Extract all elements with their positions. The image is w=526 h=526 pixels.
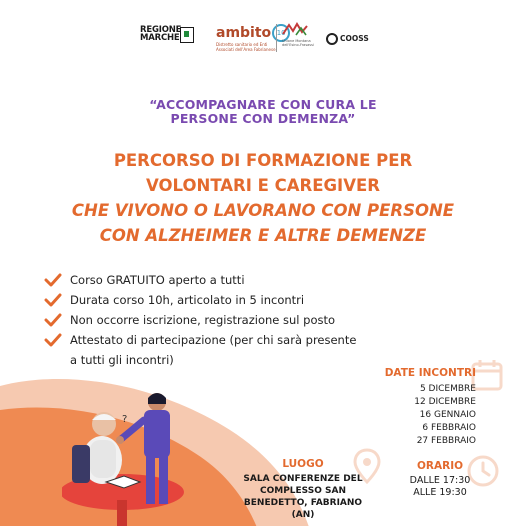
checklist-item-text: Durata corso 10h, articolato in 5 incontri	[70, 293, 305, 307]
svg-text:?: ?	[122, 414, 128, 425]
course-subtitle	[0, 198, 526, 248]
schedule-times	[400, 475, 480, 499]
checklist-item	[44, 330, 404, 350]
checklist-item-text: Non occorre iscrizione, registrazione sul posto	[70, 313, 336, 327]
date-item: 6 FEBBRAIO	[422, 423, 476, 433]
cooss-logo	[326, 28, 369, 47]
unione-montana-mark-icon	[282, 22, 324, 39]
ambito-logo-number: 10	[272, 24, 290, 42]
regione-marche-logo	[140, 26, 181, 42]
date-item: 16 GENNAIO	[419, 410, 476, 420]
feature-checklist	[44, 270, 404, 370]
checklist-item	[44, 290, 404, 310]
schedule-start: DALLE 17:30	[409, 475, 471, 486]
location-section	[240, 458, 366, 521]
caregiver-illustration	[62, 390, 212, 526]
location-line-2: COMPLESSO SAN	[259, 486, 346, 496]
ambito-logo-name: ambito	[216, 25, 272, 41]
location-title: LUOGO	[282, 458, 324, 470]
dates-section	[336, 366, 476, 448]
logo-divider	[276, 24, 277, 52]
quote-line-2: PERSONE CON DEMENZA”	[170, 111, 356, 126]
date-item: 12 DICEMBRE	[414, 397, 476, 407]
cooss-ring-icon	[326, 33, 338, 45]
unione-montana-mark-icon-svg	[282, 22, 308, 36]
check-icon	[44, 333, 62, 347]
unione-montana-subtitle: Unione Montana dell'Esino-Frasassi	[282, 39, 314, 47]
course-title-line-1: PERCORSO DI FORMAZIONE PER	[113, 151, 413, 170]
ambito-logo	[216, 22, 290, 52]
course-subtitle-line-1: CHE VIVONO O LAVORANO CON PERSONE	[71, 201, 455, 220]
partner-logos	[0, 20, 526, 56]
schedule-title: ORARIO	[416, 460, 464, 472]
dates-title: DATE INCONTRI	[384, 367, 476, 379]
location-line-3: BENEDETTO, FABRIANO (AN)	[243, 498, 363, 520]
course-title-line-2: VOLONTARI E CAREGIVER	[146, 176, 380, 195]
regione-logo-line2: MARCHE	[140, 33, 180, 43]
quote-heading	[0, 98, 526, 126]
date-item: 27 FEBBRAIO	[416, 436, 476, 446]
check-icon	[44, 293, 62, 307]
checklist-item-text: Corso GRATUITO aperto a tutti	[70, 273, 245, 287]
schedule-section	[400, 460, 480, 499]
checklist-item-text: a tutti gli incontri)	[70, 353, 174, 367]
cooss-logo-name: COOSS	[340, 34, 369, 43]
regione-logo-line1: REGIONE	[140, 25, 182, 35]
location-address	[240, 473, 366, 521]
unione-montana-logo	[282, 22, 324, 47]
quote-line-1: “ACCOMPAGNARE CON CURA LE	[149, 97, 377, 112]
regione-flag-icon	[180, 27, 194, 43]
ambito-logo-subtitle: Distretto sanitario ed Enti Associati dell'Area Fabrianese	[216, 41, 276, 52]
check-icon	[44, 273, 62, 287]
check-icon	[44, 313, 62, 327]
schedule-end: ALLE 19:30	[413, 487, 467, 498]
checklist-item-text: Attestato di partecipazione (per chi sarà presente	[70, 333, 357, 347]
course-title	[0, 148, 526, 198]
checklist-item	[44, 270, 404, 290]
date-item: 5 DICEMBRE	[419, 384, 476, 394]
location-line-1: SALA CONFERENZE DEL	[243, 474, 363, 484]
checklist-item	[44, 310, 404, 330]
course-subtitle-line-2: CON ALZHEIMER E ALTRE DEMENZE	[99, 226, 427, 245]
